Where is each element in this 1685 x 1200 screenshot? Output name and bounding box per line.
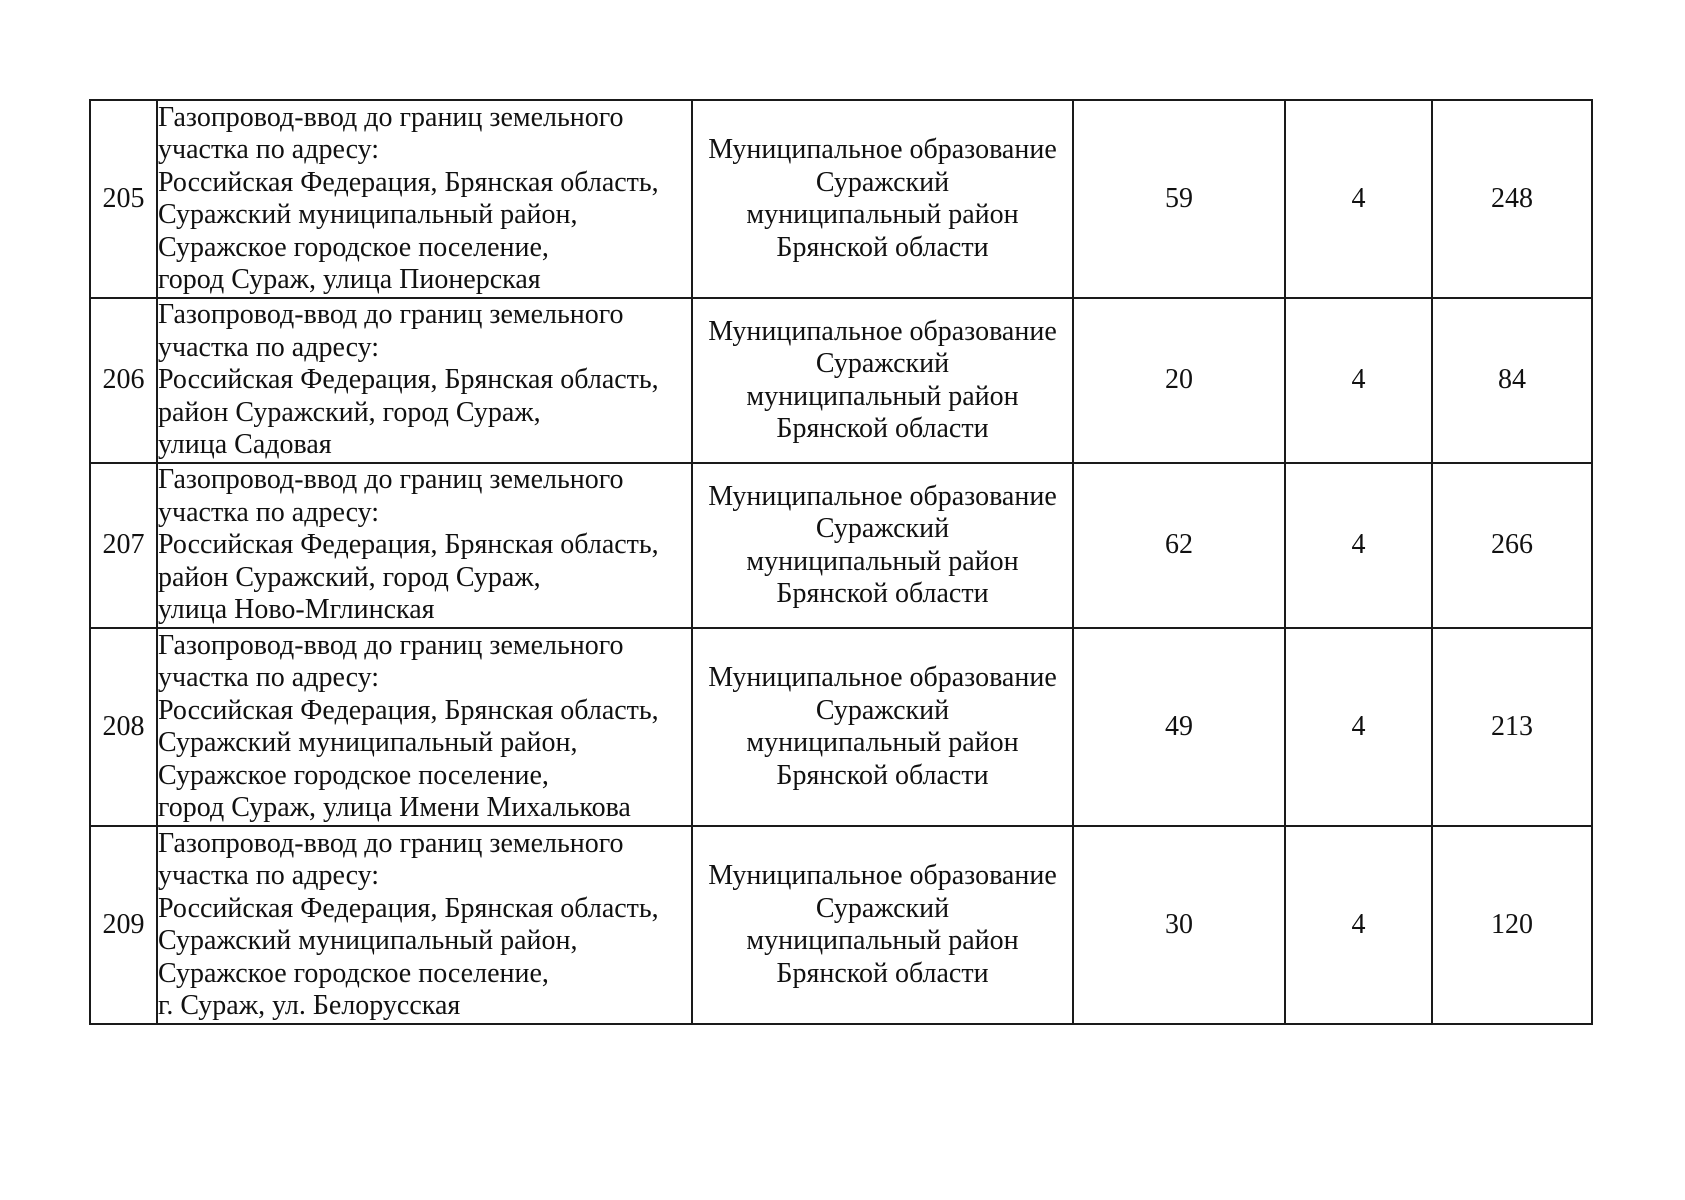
row-number: 206 xyxy=(90,298,157,463)
object-description xyxy=(157,298,692,463)
description-line: район Суражский, город Сураж, xyxy=(158,561,541,593)
object-description xyxy=(157,628,692,826)
owner-line: Суражский xyxy=(815,513,950,544)
value-cell-1: 49 xyxy=(1073,628,1285,826)
value-cell-2: 4 xyxy=(1285,628,1432,826)
row-number: 205 xyxy=(90,100,157,298)
owner-line: Суражский xyxy=(815,694,950,726)
owner-line: Муниципальное образование xyxy=(708,134,1057,165)
value-cell-1: 30 xyxy=(1073,826,1285,1024)
description-line: Газопровод-ввод до границ земельного xyxy=(158,827,624,859)
table-row xyxy=(90,628,1592,826)
value-cell-1: 20 xyxy=(1073,298,1285,463)
value-cell-3: 84 xyxy=(1432,298,1592,463)
row-number: 207 xyxy=(90,463,157,628)
registry-table xyxy=(89,99,1593,1025)
description-line: город Сураж, улица Имени Михалькова xyxy=(158,792,631,823)
description-line: Газопровод-ввод до границ земельного xyxy=(158,299,624,331)
owner-line: Суражский xyxy=(815,166,950,198)
owner-line: Суражский xyxy=(815,348,950,379)
table-row xyxy=(90,463,1592,628)
owner-cell xyxy=(692,463,1073,628)
owner-line: Брянской области xyxy=(776,759,989,791)
row-number: 208 xyxy=(90,628,157,826)
description-line: участка по адресу: xyxy=(158,134,380,165)
row-number: 209 xyxy=(90,826,157,1024)
value-cell-3: 248 xyxy=(1432,100,1592,298)
owner-line: Муниципальное образование xyxy=(708,662,1057,693)
description-line: Российская Федерация, Брянская область, xyxy=(158,166,659,198)
registry-table-body xyxy=(90,100,1592,1024)
owner-line: Муниципальное образование xyxy=(708,480,1057,512)
description-line: Суражский муниципальный район, xyxy=(158,199,578,230)
description-line: участка по адресу: xyxy=(158,331,380,363)
description-line: Российская Федерация, Брянская область, xyxy=(158,364,659,396)
value-cell-2: 4 xyxy=(1285,100,1432,298)
description-line: Суражское городское поселение, xyxy=(158,957,549,989)
value-cell-3: 120 xyxy=(1432,826,1592,1024)
object-description xyxy=(157,826,692,1024)
description-line: Российская Федерация, Брянская область, xyxy=(158,694,659,726)
object-description xyxy=(157,463,692,628)
owner-line: муниципальный район xyxy=(746,925,1019,956)
description-line: участка по адресу: xyxy=(158,496,380,528)
owner-line: муниципальный район xyxy=(746,380,1019,412)
table-row xyxy=(90,826,1592,1024)
owner-line: Муниципальное образование xyxy=(708,315,1057,347)
description-line: участка по адресу: xyxy=(158,860,380,891)
owner-line: Муниципальное образование xyxy=(708,860,1057,891)
owner-line: муниципальный район xyxy=(746,199,1019,230)
description-line: Российская Федерация, Брянская область, xyxy=(158,892,659,924)
description-line: Газопровод-ввод до границ земельного xyxy=(158,629,624,661)
table-row xyxy=(90,298,1592,463)
owner-line: Брянской области xyxy=(776,413,989,444)
value-cell-1: 59 xyxy=(1073,100,1285,298)
table-row xyxy=(90,100,1592,298)
description-line: Газопровод-ввод до границ земельного xyxy=(158,464,624,496)
owner-line: Брянской области xyxy=(776,957,989,989)
value-cell-2: 4 xyxy=(1285,463,1432,628)
owner-line: муниципальный район xyxy=(746,545,1019,577)
description-line: улица Ново-Мглинская xyxy=(158,594,435,626)
owner-line: муниципальный район xyxy=(746,727,1019,758)
owner-cell xyxy=(692,100,1073,298)
description-line: Газопровод-ввод до границ земельного xyxy=(158,101,624,133)
owner-cell xyxy=(692,298,1073,463)
description-line: Суражское городское поселение, xyxy=(158,759,549,791)
owner-cell xyxy=(692,628,1073,826)
description-line: участка по адресу: xyxy=(158,662,380,693)
description-line: Российская Федерация, Брянская область, xyxy=(158,529,659,561)
description-line: Суражский муниципальный район, xyxy=(158,925,578,956)
value-cell-3: 266 xyxy=(1432,463,1592,628)
description-line: район Суражский, город Сураж, xyxy=(158,396,541,428)
value-cell-1: 62 xyxy=(1073,463,1285,628)
owner-line: Брянской области xyxy=(776,231,989,263)
value-cell-2: 4 xyxy=(1285,826,1432,1024)
description-line: улица Садовая xyxy=(158,429,332,461)
owner-line: Суражский xyxy=(815,892,950,924)
value-cell-2: 4 xyxy=(1285,298,1432,463)
description-line: город Сураж, улица Пионерская xyxy=(158,264,541,295)
owner-cell xyxy=(692,826,1073,1024)
owner-line: Брянской области xyxy=(776,578,989,609)
description-line: Суражское городское поселение, xyxy=(158,231,549,263)
object-description xyxy=(157,100,692,298)
description-line: г. Сураж, ул. Белорусская xyxy=(158,990,461,1021)
value-cell-3: 213 xyxy=(1432,628,1592,826)
description-line: Суражский муниципальный район, xyxy=(158,727,578,758)
